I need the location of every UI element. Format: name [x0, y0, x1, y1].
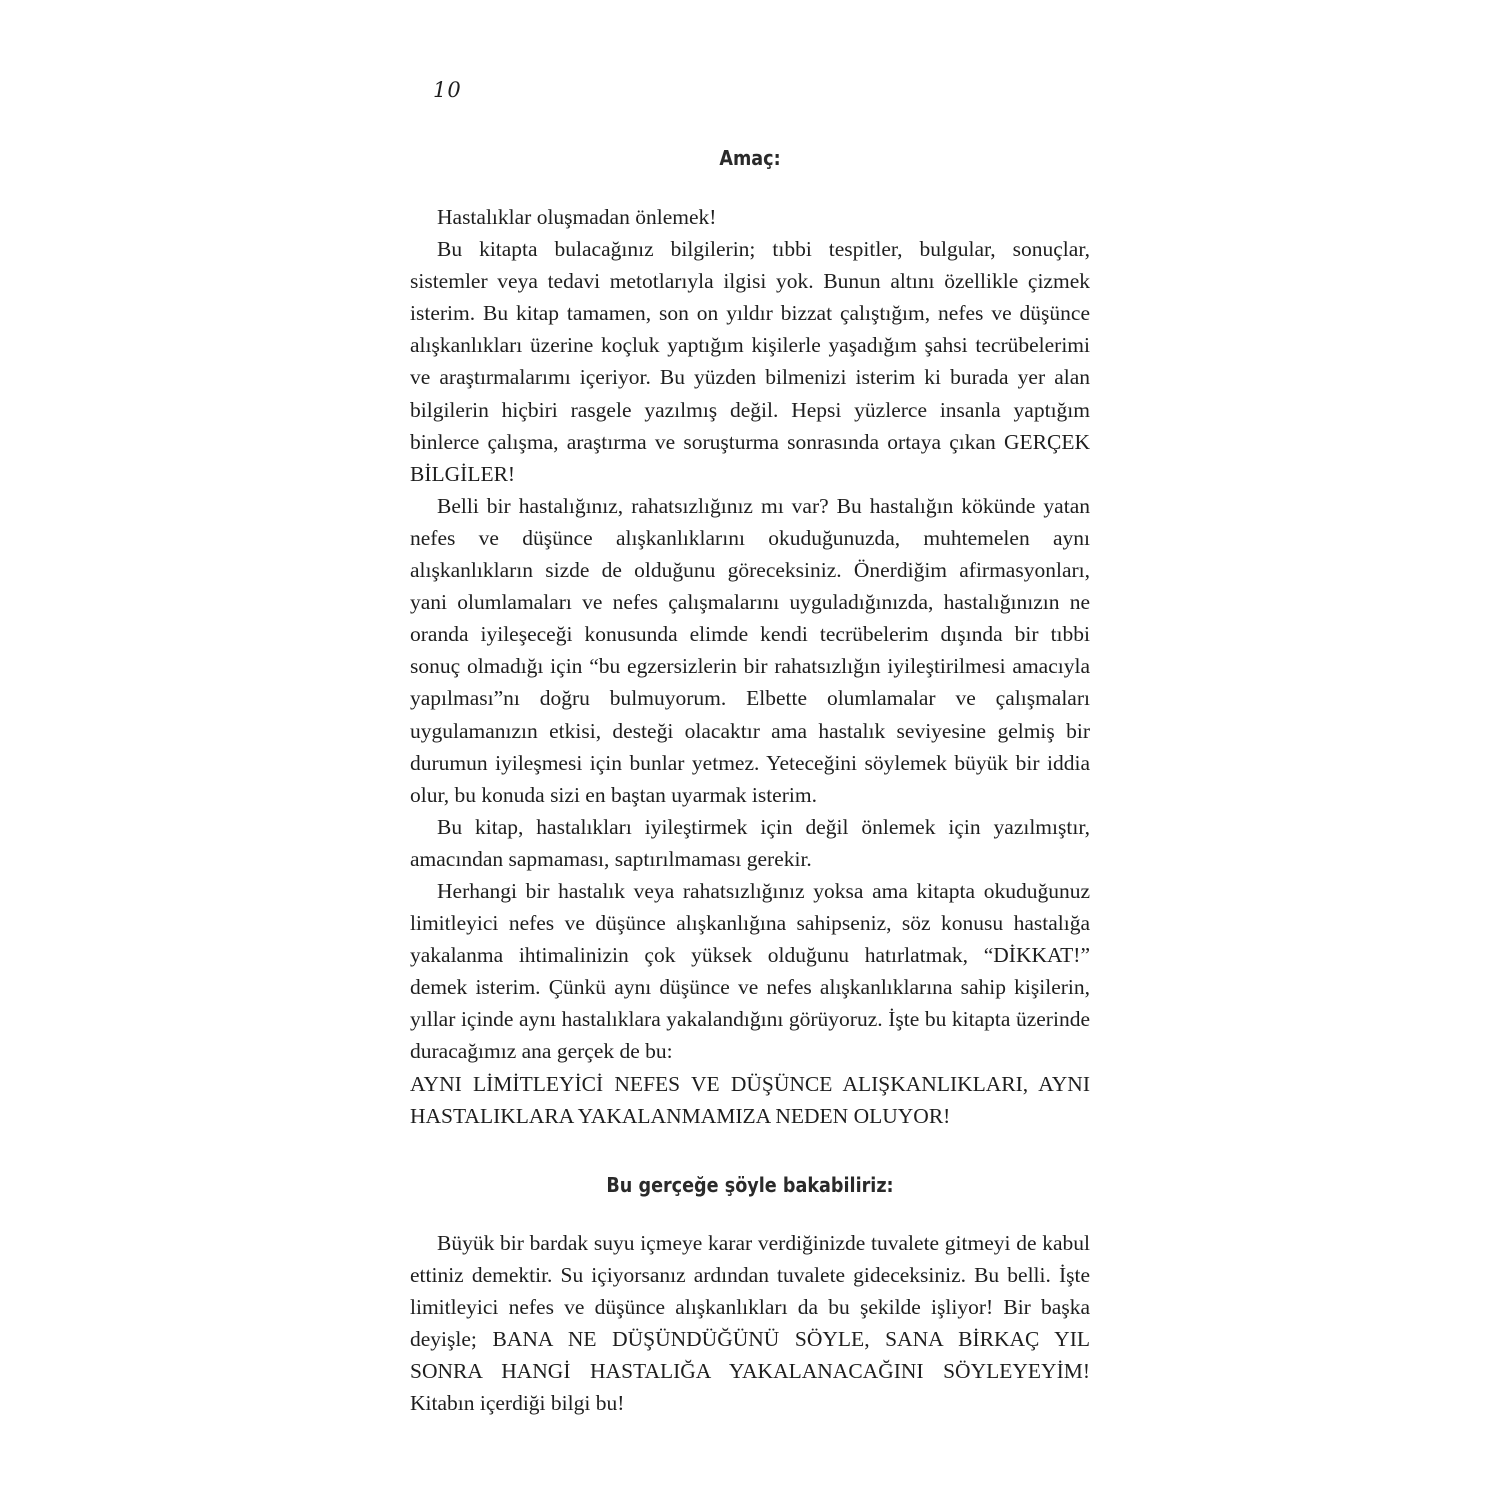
section-2-body [410, 1227, 1090, 1420]
section-heading-perspective: Bu gerçeğe şöyle bakabiliriz: [606, 1173, 894, 1197]
paragraph: Belli bir hastalığınız, rahatsızlığınız mı var? Bu hastalığın kökünde yatan nefes ve düşünce alışkanlıklarını okuduğunuzda, muhtemelen aynı alışkanlıkların sizde de olduğunu göreceksiniz. Önerdiğim afirmasyonları, yani olumlamaları ve nefes çalışmalarını uyguladığınızda, hastalığınızın ne oranda iyileşeceği konusunda elimde kendi tecrübelerim dışında bir tıbbi sonuç olmadığı için “bu egzersizlerin bir rahatsızlığın iyileştirilmesi amacıyla yapılması”nı doğru bulmuyorum. Elbette olumlamalar ve çalışmaları uygulamanızın etkisi, desteği olacaktır ama hastalık seviyesine gelmiş bir durumun iyileşmesi için bunlar yetmez. Yeteceğini söylemek büyük bir iddia olur, bu konuda sizi en baştan uyarmak isterim. [410, 493, 1090, 807]
paragraph: Büyük bir bardak suyu içmeye karar verdiğinizde tuvalete gitmeyi de kabul ettiniz demektir. Su içiyorsanız ardından tuvalete gideceksiniz. Bu belli. İşte limitleyici nefes ve düşünce alışkanlıkları da bu şekilde işliyor! Bir başka deyişle; BANA NE DÜŞÜNDÜĞÜNÜ SÖYLE, SANA BİRKAÇ YIL SONRA HANGİ HASTALIĞA YAKALANACAĞINI SÖYLEYEYİM! Kitabın içerdiği bilgi bu! [410, 1231, 1090, 1416]
paragraph: Hastalıklar oluşmadan önlemek! [437, 205, 717, 229]
page-number: 10 [433, 78, 462, 102]
paragraph: Bu kitapta bulacağınız bilgilerin; tıbbi tespitler, bulgular, sonuçlar, sistemler veya tedavi metotlarıyla ilgisi yok. Bunun altını özellikle çizmek isterim. Bu kitap tamamen, son on yıldır bizzat çalıştığım, nefes ve düşünce alışkanlıkları üzerine koçluk yaptığım kişilerle yaşadığım şahsi tecrübelerimi ve araştırmalarımı içeriyor. Bu yüzden bilmenizi isterim ki burada yer alan bilgilerin hiçbiri rasgele yazılmış değil. Hepsi yüzlerce insanla yaptığım binlerce çalışma, araştırma ve soruşturma sonrasında ortaya çıkan GERÇEK BİLGİLER! [410, 237, 1090, 486]
paragraph-emphasis: AYNI LİMİTLEYİCİ NEFES VE DÜŞÜNCE ALIŞKANLIKLARI, AYNI HASTALIKLARA YAKALANMAMIZA NEDEN OLUYOR! [410, 1071, 1090, 1128]
section-1-body [410, 201, 1090, 1132]
paragraph: Herhangi bir hastalık veya rahatsızlığınız yoksa ama kitapta okuduğunuz limitleyici nefes ve düşünce alışkanlığına sahipseniz, söz konusu hastalığa yakalanma ihtimalinizin çok yüksek olduğunu hatırlatmak, “DİKKAT!” demek isterim. Çünkü aynı düşünce ve nefes alışkanlıklarına sahip kişilerin, yıllar içinde aynı hastalıklara yakalandığını görüyoruz. İşte bu kitapta üzerinde duracağımız ana gerçek de bu: [410, 878, 1090, 1064]
section-heading-purpose: Amaç: [719, 146, 781, 170]
paragraph: Bu kitap, hastalıkları iyileştirmek için değil önlemek için yazılmıştır, amacından sapmaması, saptırılmaması gerekir. [410, 814, 1090, 871]
